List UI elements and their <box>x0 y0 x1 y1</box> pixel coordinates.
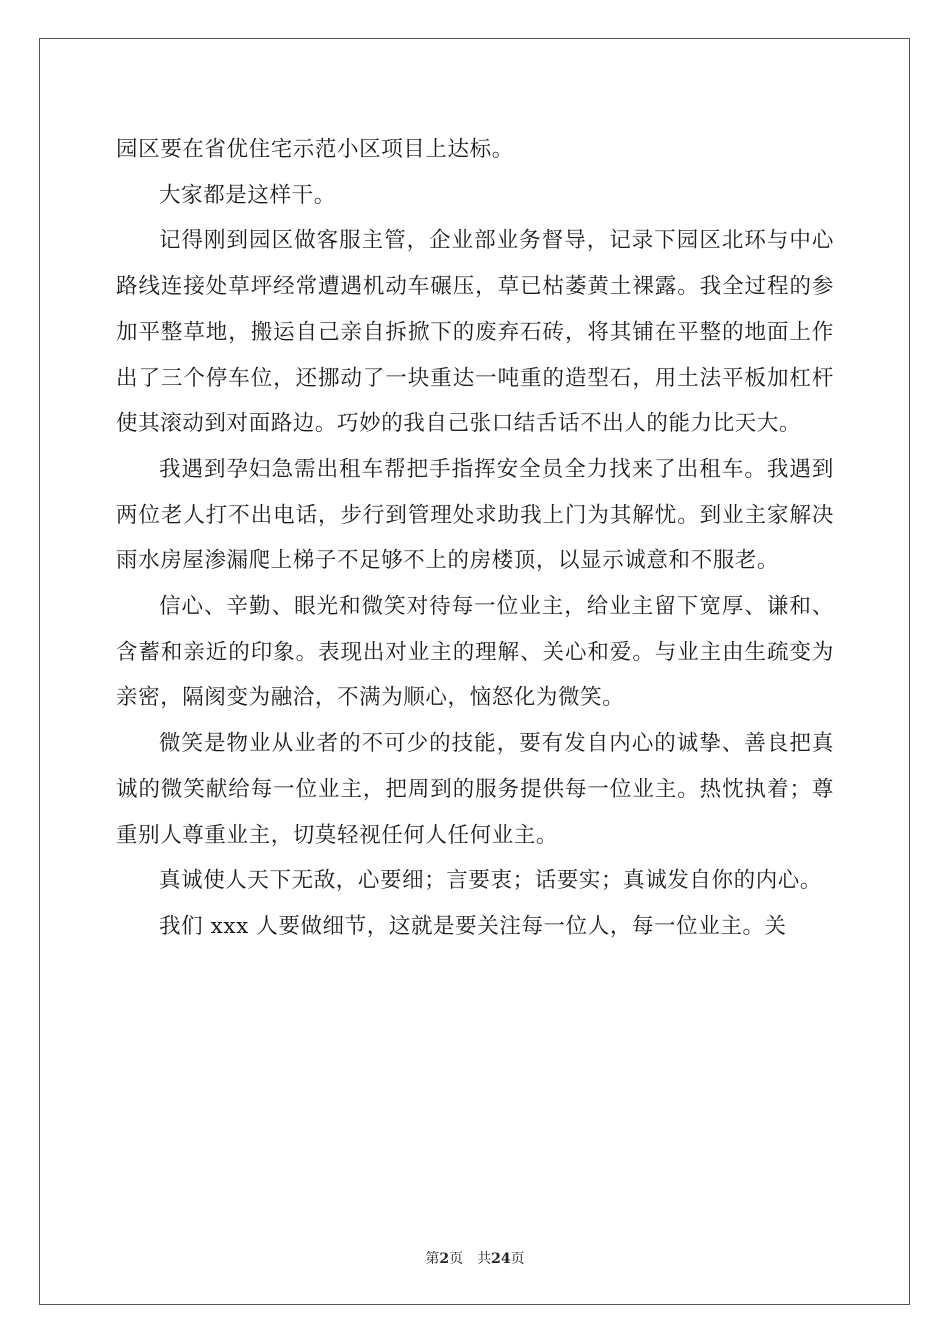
document-body <box>116 127 834 950</box>
page-suffix: 页 <box>449 1251 464 1267</box>
paragraph-7: 真诚使人天下无敌，心要细；言要衷；话要实；真诚发自你的内心。 <box>159 868 823 894</box>
total-suffix: 页 <box>510 1251 525 1267</box>
page-footer <box>0 1248 950 1268</box>
paragraph-2: 大家都是这样干。 <box>159 182 336 208</box>
total-pages: 24 <box>491 1251 511 1267</box>
paragraph-6: 微笑是物业从业者的不可少的技能，要有发自内心的诚挚、善良把真诚的微笑献给每一位业主，把周到的服务提供每一位业主。热忱执着；尊重别人尊重业主，切莫轻视任何人任何业主。 <box>116 731 834 848</box>
paragraph-1: 园区要在省优住宅示范小区项目上达标。 <box>116 137 514 162</box>
paragraph-3: 记得刚到园区做客服主管，企业部业务督导，记录下园区北环与中心路线连接处草坪经常遭遇机动车碾压，草已枯萎黄土裸露。我全过程的参加平整草地，搬运自己亲自拆掀下的废弃石砖，将其铺在平整的地面上作出了三个停车位，还挪动了一块重达一吨重的造型石，用土法平板加杠杆使其滚动到对面路边。巧妙的我自己张口结舌话不出人的能力比天大。 <box>116 228 834 437</box>
total-prefix: 共 <box>477 1251 492 1267</box>
page-number: 2 <box>439 1251 450 1267</box>
paragraph-8: 我们 xxx 人要做细节，这就是要关注每一位人，每一位业主。关 <box>159 913 787 939</box>
paragraph-5: 信心、辛勤、眼光和微笑对待每一位业主，给业主留下宽厚、谦和、含蓄和亲近的印象。表现出对业主的理解、关心和爱。与业主由生疏变为亲密，隔阂变为融洽，不满为顺心，恼怒化为微笑。 <box>116 594 834 711</box>
paragraph-4: 我遇到孕妇急需出租车帮把手指挥安全员全力找来了出租车。我遇到两位老人打不出电话，步行到管理处求助我上门为其解忧。到业主家解决雨水房屋渗漏爬上梯子不足够不上的房楼顶，以显示诚意和不服老。 <box>116 456 834 574</box>
page-prefix: 第 <box>425 1251 440 1267</box>
